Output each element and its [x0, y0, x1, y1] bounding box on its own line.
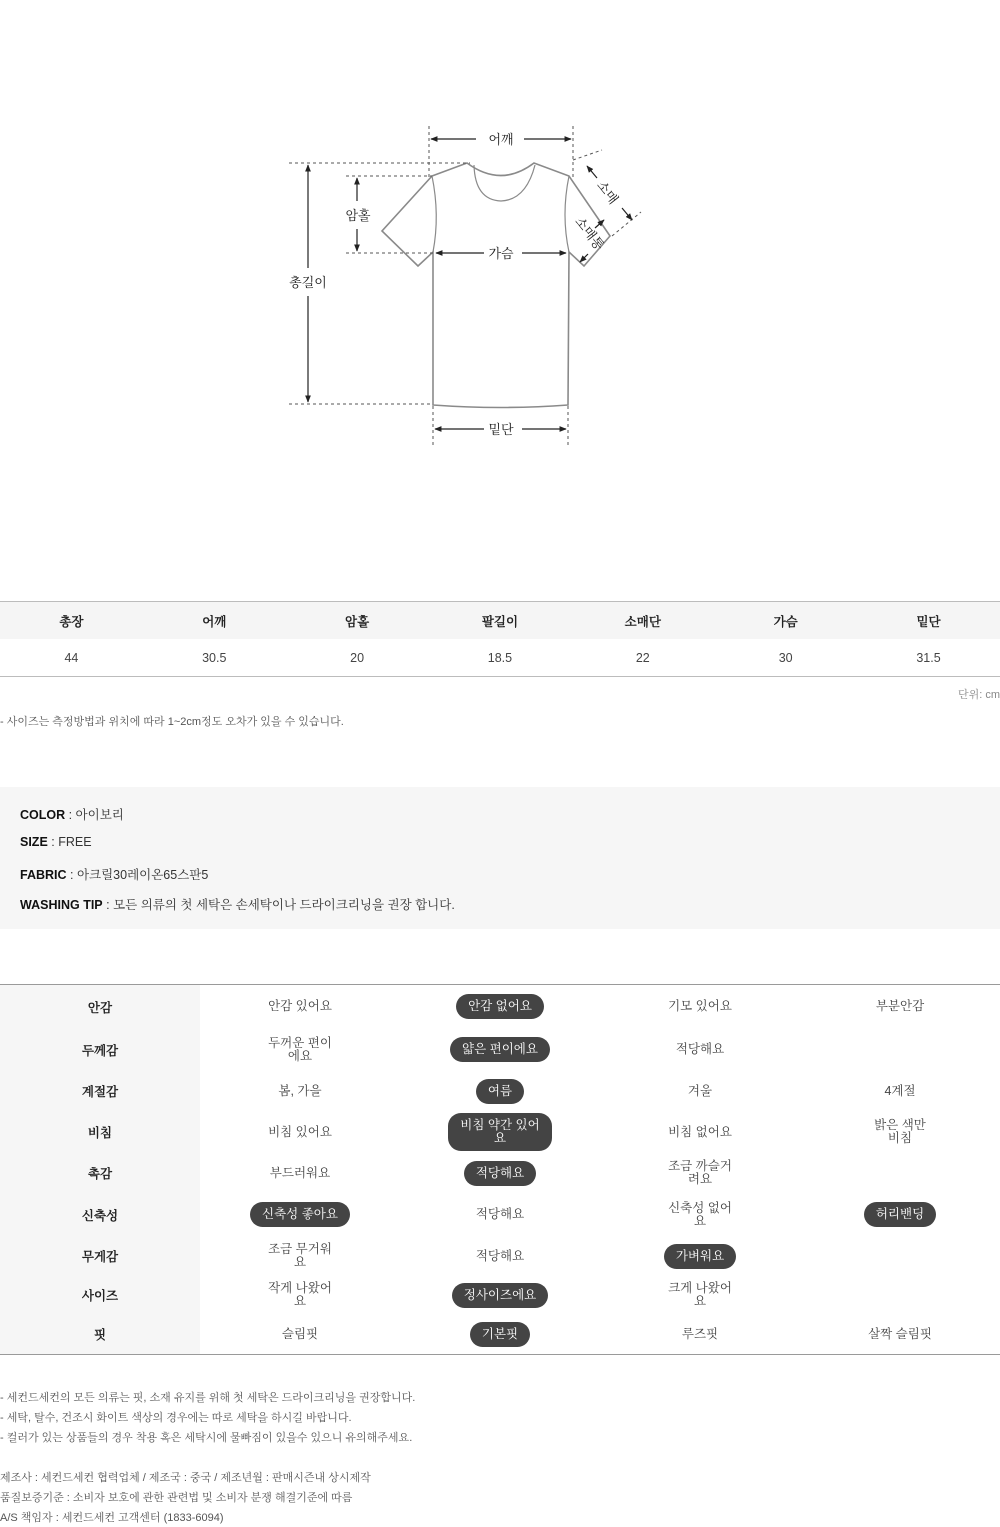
- attribute-option: 조금 무거워요: [268, 1242, 332, 1269]
- label-sleeve-opening: 소매통: [571, 214, 607, 254]
- attribute-cell: [600, 1202, 800, 1228]
- attribute-cell: [400, 1079, 600, 1104]
- attribute-cell: [400, 1161, 600, 1186]
- attribute-option: 부드러워요: [269, 1165, 331, 1180]
- attribute-option: 기모 있어요: [668, 999, 732, 1013]
- attribute-option: 밝은 색만 비침: [874, 1118, 926, 1145]
- attribute-cell: [800, 1119, 1000, 1145]
- tshirt-outline: [382, 163, 610, 408]
- attribute-row: [0, 1236, 1000, 1276]
- attribute-option: 안감 있어요: [268, 999, 332, 1013]
- label-total-length: 총길이: [289, 276, 327, 291]
- info-value: : 아이보리: [65, 808, 124, 822]
- info-key: SIZE: [20, 835, 48, 849]
- info-color: [20, 805, 124, 823]
- attribute-option: 4계절: [884, 1083, 916, 1098]
- label-hem: 밑단: [488, 423, 514, 438]
- attribute-option: 비침 있어요: [268, 1124, 332, 1139]
- attribute-option: 살짝 슬림핏: [868, 1326, 932, 1341]
- attribute-option-selected: 여름: [476, 1079, 524, 1104]
- attribute-option-selected: 가벼워요: [664, 1244, 736, 1269]
- attribute-option-selected: 기본핏: [470, 1322, 530, 1347]
- value-cell: 31.5: [857, 639, 1000, 677]
- attribute-option-selected: 얇은 편이에요: [450, 1037, 550, 1062]
- attribute-label: 안감: [0, 985, 200, 1028]
- value-cell: 18.5: [429, 639, 572, 677]
- attribute-cell: [400, 1322, 600, 1347]
- attribute-option: 적당해요: [475, 1248, 525, 1263]
- info-value: : FREE: [47, 835, 92, 849]
- attribute-cell: [600, 1328, 800, 1341]
- attribute-option: 슬림핏: [281, 1326, 319, 1341]
- attribute-label: 비침: [0, 1111, 200, 1153]
- info-key: FABRIC: [20, 868, 67, 882]
- attribute-option-selected: 안감 없어요: [456, 994, 544, 1019]
- attribute-option: 크게 나왔어요: [668, 1281, 732, 1308]
- label-chest: 가슴: [488, 247, 514, 262]
- attribute-label: 두께감: [0, 1028, 200, 1071]
- header-cell: 소매단: [571, 602, 714, 640]
- attribute-option-selected: 비침 약간 있어요: [448, 1113, 552, 1151]
- attribute-table: [0, 984, 1000, 1355]
- attribute-option-selected: 정사이즈에요: [452, 1283, 548, 1308]
- header-cell: 가슴: [714, 602, 857, 640]
- attribute-cell: [200, 1085, 400, 1098]
- value-cell: 20: [286, 639, 429, 677]
- attribute-cell: [400, 1113, 600, 1151]
- info-value: : 모든 의류의 첫 세탁은 손세탁이나 드라이크리닝을 권장 합니다.: [102, 898, 455, 912]
- attribute-option: 작게 나왔어요: [268, 1281, 332, 1308]
- info-washing-tip: [20, 895, 455, 913]
- care-note: - 세컨드세컨의 모든 의류는 핏, 소재 유지를 위해 첫 세탁은 드라이크리닝을 권장합니다.: [0, 1392, 416, 1404]
- attribute-cell: [200, 1167, 400, 1180]
- attribute-cell: [600, 1160, 800, 1186]
- attribute-cell: [200, 1202, 400, 1227]
- attribute-row: [0, 1193, 1000, 1236]
- measure-arrows: [308, 139, 632, 429]
- product-info-box: [0, 787, 1000, 929]
- attribute-label: 촉감: [0, 1153, 200, 1193]
- value-cell: 22: [571, 639, 714, 677]
- attribute-cell: [800, 1000, 1000, 1013]
- header-cell: 어깨: [143, 602, 286, 640]
- attribute-cell: [400, 1250, 600, 1263]
- attribute-cell: [200, 1126, 400, 1139]
- info-key: COLOR: [20, 808, 66, 822]
- attribute-label: 신축성: [0, 1193, 200, 1236]
- info-size: [20, 835, 92, 849]
- label-armhole: 암홀: [345, 209, 371, 224]
- attribute-cell: [800, 1085, 1000, 1098]
- header-cell: 암홀: [286, 602, 429, 640]
- attribute-cell: [200, 1243, 400, 1269]
- size-table-value-row: [0, 639, 1000, 677]
- header-cell: 총장: [0, 602, 143, 640]
- as-contact: A/S 책임자 : 세컨드세컨 고객센터 (1833-6094): [0, 1512, 224, 1524]
- attribute-row: [0, 1028, 1000, 1071]
- attribute-cell: [400, 1283, 600, 1308]
- attribute-cell: [600, 1085, 800, 1098]
- attribute-cell: [800, 1328, 1000, 1341]
- attribute-row: [0, 1111, 1000, 1153]
- attribute-cell: [200, 1037, 400, 1063]
- label-shoulder: 어깨: [488, 133, 514, 148]
- attribute-row: [0, 1314, 1000, 1354]
- attribute-cell: [600, 1126, 800, 1139]
- attribute-cell: [200, 1328, 400, 1341]
- attribute-row: [0, 1071, 1000, 1111]
- value-cell: 30.5: [143, 639, 286, 677]
- size-table: [0, 601, 1000, 677]
- attribute-option: 비침 없어요: [668, 1124, 732, 1139]
- attribute-cell: [200, 1000, 400, 1013]
- attribute-option: 신축성 없어요: [668, 1200, 732, 1228]
- attribute-option-selected: 적당해요: [464, 1161, 536, 1186]
- label-sleeve: 소매: [593, 178, 621, 208]
- attribute-option-selected: 신축성 좋아요: [250, 1202, 350, 1227]
- attribute-option: 적당해요: [675, 1042, 725, 1056]
- attribute-cell: [400, 1037, 600, 1062]
- care-note: - 컬러가 있는 상품들의 경우 착용 혹은 세탁시에 물빠짐이 있을수 있으니 유의해주세요.: [0, 1432, 413, 1444]
- info-fabric: [20, 865, 208, 883]
- size-table-header-row: [0, 602, 1000, 640]
- attribute-cell: [600, 1000, 800, 1013]
- maker-info: 제조사 : 세컨드세컨 협력업체 / 제조국 : 중국 / 제조년월 : 판매시즌내 상시제작: [0, 1472, 371, 1484]
- attribute-cell: [600, 1282, 800, 1308]
- attribute-option: 두꺼운 편이에요: [268, 1035, 332, 1063]
- info-value: : 아크릴30레이온65스판5: [66, 868, 209, 882]
- attribute-option: 루즈핏: [681, 1326, 719, 1341]
- attribute-option: 부분안감: [875, 999, 925, 1013]
- attribute-row: [0, 985, 1000, 1028]
- attribute-option: 조금 까슬거려요: [668, 1159, 732, 1186]
- attribute-option: 봄, 가을: [278, 1083, 322, 1098]
- attribute-row: [0, 1276, 1000, 1314]
- attribute-label: 계절감: [0, 1071, 200, 1111]
- unit-label: 단위: cm: [957, 689, 1000, 701]
- value-cell: 44: [0, 639, 143, 677]
- attribute-label: 무게감: [0, 1236, 200, 1276]
- tshirt-measurement-diagram: [0, 0, 1000, 600]
- header-cell: 팔길이: [429, 602, 572, 640]
- attribute-cell: [600, 1043, 800, 1056]
- attribute-option: 겨울: [687, 1083, 713, 1098]
- attribute-cell: [400, 1208, 600, 1221]
- care-note: - 세탁, 탈수, 건조시 화이트 색상의 경우에는 따로 세탁을 하시길 바랍니다.: [0, 1412, 352, 1424]
- attribute-row: [0, 1153, 1000, 1193]
- attribute-label: 핏: [0, 1314, 200, 1354]
- attribute-cell: [200, 1282, 400, 1308]
- quality-info: 품질보증기준 : 소비자 보호에 관한 관련법 및 소비자 분쟁 해결기준에 따름: [0, 1492, 353, 1504]
- header-cell: 밑단: [857, 602, 1000, 640]
- attribute-label: 사이즈: [0, 1276, 200, 1314]
- attribute-cell: [800, 1202, 1000, 1227]
- attribute-cell: [600, 1244, 800, 1269]
- guide-lines: [289, 126, 641, 448]
- attribute-option: 적당해요: [475, 1207, 525, 1221]
- info-key: WASHING TIP: [20, 898, 103, 912]
- attribute-cell: [400, 994, 600, 1019]
- size-note: - 사이즈는 측정방법과 위치에 따라 1~2cm정도 오차가 있을 수 있습니다.: [0, 716, 344, 728]
- attribute-option-selected: 허리밴딩: [864, 1202, 936, 1227]
- value-cell: 30: [714, 639, 857, 677]
